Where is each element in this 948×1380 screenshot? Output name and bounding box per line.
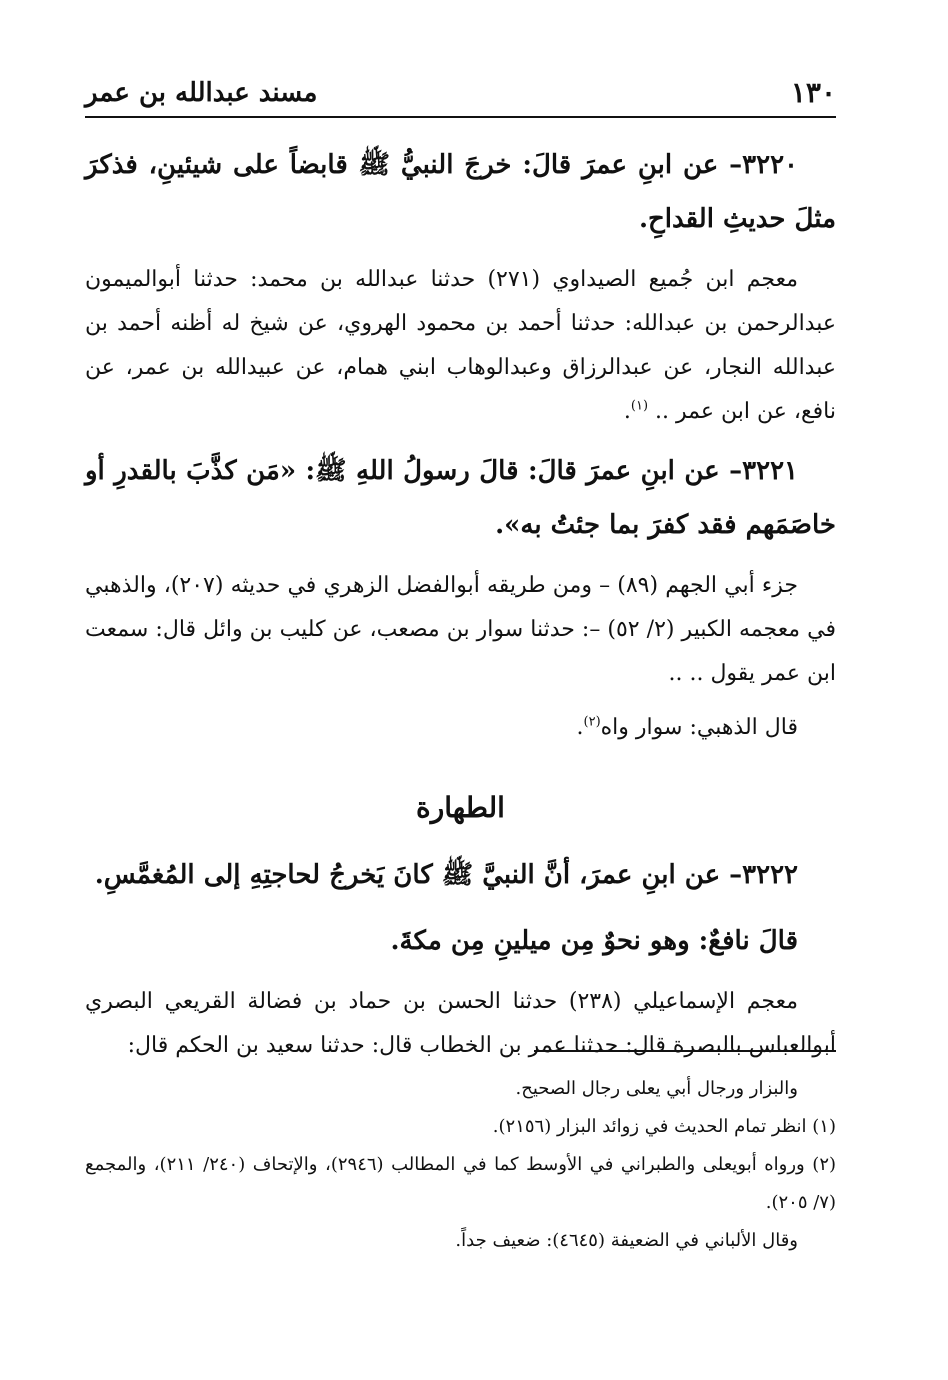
footnote-continuation: والبزار ورجال أبي يعلى رجال الصحيح. <box>515 1078 798 1099</box>
hadith-3220-source: معجم ابن جُميع الصيداوي (٢٧١) حدثنا عبدالله بن محمد: حدثنا أبوالميمون عبدالرحمن بن عبدالله: حدثنا أحمد بن محمود الهروي، عن شيخ له أظنه أحمد بن عبدالله النجار، عن عبدالرزاق وعبدالوهاب ابني همام، عن عبيدالله بن عمر، عن نافع، عن ابن عمر .. $^{(١)}$. <box>85 267 836 424</box>
hadith-3222: ٣٢٢٢– عن ابنِ عمرَ، أنَّ النبيَّ ﷺ كانَ يَخرجُ لحاجتِهِ إلى المُغمَّسِ. <box>94 860 798 890</box>
footnote-ref-1: (١) <box>630 398 649 414</box>
hadith-3220: ٣٢٢٠– عن ابنِ عمرَ قالَ: خرجَ النبيُّ ﷺ قابضاً على شيئينِ، فذكرَ مثلَ حديثِ القداحِ. <box>85 150 836 234</box>
hadith-3222-source: معجم الإسماعيلي (٢٣٨) حدثنا الحسن بن حماد بن فضالة القريعي البصري أبوالعباس بالبصرة قال: حدثنا عمر بن الخطاب قال: حدثنا سعيد بن الحكم قال: <box>85 989 836 1058</box>
section-title: الطهارة <box>416 791 505 824</box>
running-title: مسند عبدالله بن عمر <box>85 78 318 108</box>
page-number: ١٣٠ <box>790 76 836 109</box>
footnote-1: (١) انظر تمام الحديث في زوائد البزار (٢١٥٦). <box>492 1116 836 1137</box>
page-header <box>85 76 836 118</box>
footnote-2-continued: وقال الألباني في الضعيفة (٤٦٤٥): ضعيف جداً. <box>455 1230 798 1251</box>
footnote-divider <box>534 1050 836 1052</box>
dhahabi-comment-text: قال الذهبي: سوار واه <box>600 715 798 740</box>
hadith-3221-source: جزء أبي الجهم (٨٩) – ومن طريقه أبوالفضل الزهري في حديثه (٢٠٧)، والذهبي في معجمه الكبير (٢/ ٥٢) –: حدثنا سوار بن مصعب، عن كليب بن وائل قال: سمعت ابن عمر يقول .. .. <box>85 573 836 686</box>
main-text <box>85 138 836 1078</box>
footnote-ref-2: (٢) <box>583 714 601 730</box>
hadith-3221: ٣٢٢١– عن ابنِ عمرَ قالَ: قالَ رسولُ اللهِ ﷺ: «مَن كذَّبَ بالقدرِ أو خاصَمَهم فقد كفرَ بما جئتُ به». <box>85 456 836 540</box>
dhahabi-comment: قال الذهبي: سوار واه$^{(٢)}$. <box>576 714 798 740</box>
hadith-3222-nafi: قالَ نافعٌ: وهو نحوٌ مِن ميلينِ مِن مكةَ. <box>390 926 798 956</box>
hadith-3220-source-text: معجم ابن جُميع الصيداوي (٢٧١) حدثنا عبدالله بن محمد: حدثنا أبوالميمون عبدالرحمن بن عبدالله: حدثنا أحمد بن محمود الهروي، عن شيخ له أظنه أحمد بن عبدالله النجار، عن عبدالرزاق وعبدالوهاب ابني همام، عن عبيدالله بن عمر، عن نافع، عن ابن عمر .. <box>85 267 836 424</box>
footnote-2: (٢) ورواه أبويعلى والطبراني في الأوسط كما في المطالب (٢٩٤٦)، والإتحاف (٢٤٠/ ٢١١)، والمجمع (٧/ ٢٠٥). <box>85 1154 837 1213</box>
footnotes <box>85 1070 836 1260</box>
